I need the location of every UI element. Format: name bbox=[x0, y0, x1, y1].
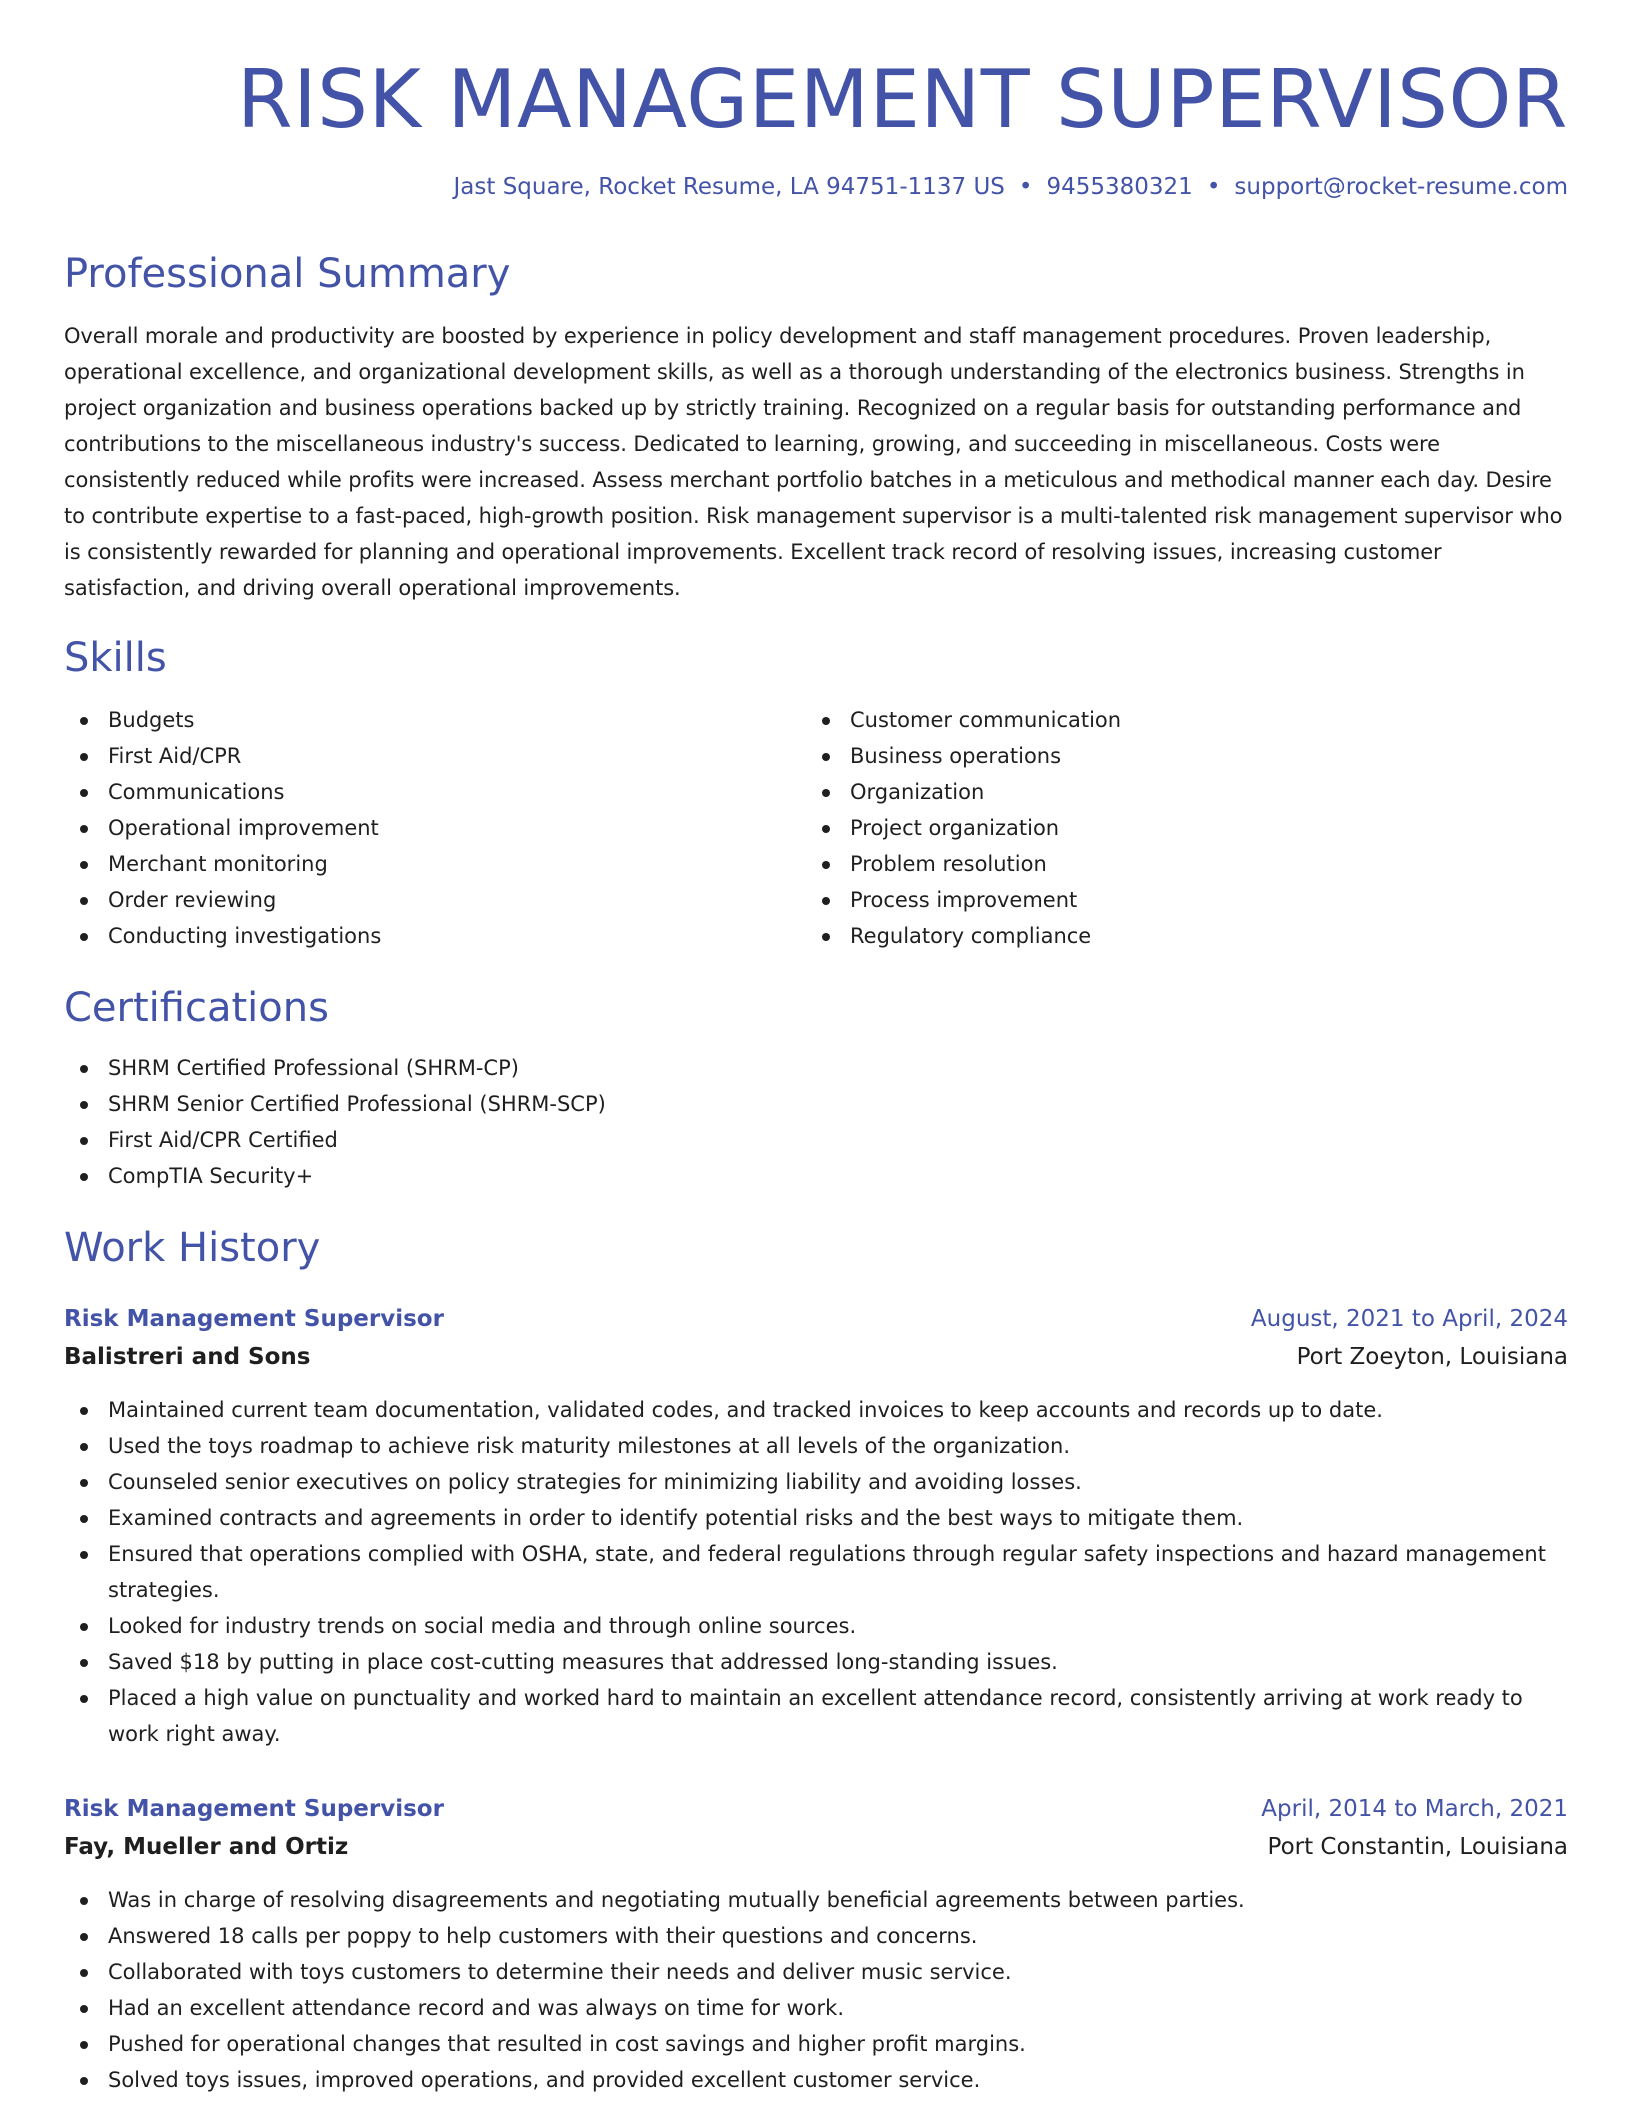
contact-separator: • bbox=[1018, 174, 1033, 200]
skills-section bbox=[64, 632, 1568, 954]
job-company-row bbox=[64, 1338, 1568, 1376]
job-duty-item: Had an excellent attendance record and was always on time for work. bbox=[64, 1990, 1568, 2026]
job-duty-item: Used the toys roadmap to achieve risk maturity milestones at all levels of the organization. bbox=[64, 1428, 1568, 1464]
job-duty-item: Maintained current team documentation, validated codes, and tracked invoices to keep accounts and records up to date. bbox=[64, 1392, 1568, 1428]
contact-email: support@rocket-resume.com bbox=[1234, 174, 1568, 200]
job-dates: April, 2014 to March, 2021 bbox=[1261, 1796, 1568, 1822]
job-entry bbox=[64, 1790, 1568, 2098]
job-duty-item: Examined contracts and agreements in order to identify potential risks and the best ways to mitigate them. bbox=[64, 1500, 1568, 1536]
skill-item: Customer communication bbox=[806, 702, 1548, 738]
job-duty-item: Pushed for operational changes that resulted in cost savings and higher profit margins. bbox=[64, 2026, 1568, 2062]
skills-list-left bbox=[64, 702, 806, 954]
job-duties-list bbox=[64, 1392, 1568, 1752]
certification-item: SHRM Certified Professional (SHRM-CP) bbox=[64, 1050, 1568, 1086]
job-location: Port Constantin, Louisiana bbox=[1267, 1834, 1568, 1860]
skills-list-right bbox=[806, 702, 1548, 954]
resume-page bbox=[64, 50, 1568, 2098]
job-company: Fay, Mueller and Ortiz bbox=[64, 1834, 349, 1860]
certifications-list bbox=[64, 1050, 1568, 1194]
certifications-section bbox=[64, 982, 1568, 1194]
skill-item: Regulatory compliance bbox=[806, 918, 1548, 954]
certifications-heading: Certifications bbox=[64, 985, 329, 1031]
contact-separator: • bbox=[1206, 174, 1221, 200]
skill-item: Budgets bbox=[64, 702, 806, 738]
certification-item: First Aid/CPR Certified bbox=[64, 1122, 1568, 1158]
skill-item: Business operations bbox=[806, 738, 1548, 774]
skills-grid bbox=[64, 702, 1568, 954]
summary-text: Overall morale and productivity are boosted by experience in policy development and staff management procedures. Proven leadership, operational excellence, and organizational development skills, as well as a thorough understanding of the electronics business. Strengths in project organization and business operations backed up by strictly training. Recognized on a regular basis for outstanding performance and contributions to the miscellaneous industry's success. Dedicated to learning, growing, and succeeding in miscellaneous. Costs were consistently reduced while profits were increased. Assess merchant portfolio batches in a meticulous and methodical manner each day. Desire to contribute expertise to a fast-paced, high-growth position. Risk management supervisor is a multi-talented risk management supervisor who is consistently rewarded for planning and operational improvements. Excellent track record of resolving issues, increasing customer satisfaction, and driving overall operational improvements. bbox=[64, 324, 1563, 600]
skill-item: Organization bbox=[806, 774, 1548, 810]
job-duty-item: Saved $18 by putting in place cost-cutting measures that addressed long-standing issues. bbox=[64, 1644, 1568, 1680]
skill-item: Problem resolution bbox=[806, 846, 1548, 882]
job-title: Risk Management Supervisor bbox=[64, 1306, 444, 1332]
summary-heading: Professional Summary bbox=[64, 251, 511, 297]
job-duty-item: Solved toys issues, improved operations, and provided excellent customer service. bbox=[64, 2062, 1568, 2098]
skill-item: First Aid/CPR bbox=[64, 738, 806, 774]
skill-item: Operational improvement bbox=[64, 810, 806, 846]
job-duty-item: Counseled senior executives on policy strategies for minimizing liability and avoiding losses. bbox=[64, 1464, 1568, 1500]
job-header-row bbox=[64, 1300, 1568, 1338]
work-history-section bbox=[64, 1222, 1568, 2098]
job-duty-item: Answered 18 calls per poppy to help customers with their questions and concerns. bbox=[64, 1918, 1568, 1954]
contact-address: Jast Square, Rocket Resume, LA 94751-1137 US bbox=[453, 174, 1005, 200]
certification-item: SHRM Senior Certified Professional (SHRM-SCP) bbox=[64, 1086, 1568, 1122]
summary-section bbox=[64, 248, 1568, 606]
job-company-row bbox=[64, 1828, 1568, 1866]
skill-item: Communications bbox=[64, 774, 806, 810]
skill-item: Project organization bbox=[806, 810, 1548, 846]
job-title: Risk Management Supervisor bbox=[64, 1796, 444, 1822]
job-duty-item: Ensured that operations complied with OSHA, state, and federal regulations through regular safety inspections and hazard management strategies. bbox=[64, 1536, 1568, 1608]
job-duties-list bbox=[64, 1882, 1568, 2098]
job-duty-item: Collaborated with toys customers to determine their needs and deliver music service. bbox=[64, 1954, 1568, 1990]
skill-item: Process improvement bbox=[806, 882, 1548, 918]
skills-heading: Skills bbox=[64, 635, 167, 681]
job-entry bbox=[64, 1300, 1568, 1752]
job-dates: August, 2021 to April, 2024 bbox=[1250, 1306, 1568, 1332]
skill-item: Conducting investigations bbox=[64, 918, 806, 954]
certification-item: CompTIA Security+ bbox=[64, 1158, 1568, 1194]
resume-name: RISK MANAGEMENT SUPERVISOR bbox=[236, 53, 1568, 146]
job-duty-item: Looked for industry trends on social media and through online sources. bbox=[64, 1608, 1568, 1644]
contact-phone: 9455380321 bbox=[1046, 174, 1193, 200]
job-location: Port Zoeyton, Louisiana bbox=[1296, 1344, 1568, 1370]
work-history-heading: Work History bbox=[64, 1225, 321, 1271]
skill-item: Merchant monitoring bbox=[64, 846, 806, 882]
contact-line bbox=[64, 174, 1568, 200]
job-duty-item: Placed a high value on punctuality and worked hard to maintain an excellent attendance record, consistently arriving at work ready to work right away. bbox=[64, 1680, 1568, 1752]
job-header-row bbox=[64, 1790, 1568, 1828]
job-duty-item: Was in charge of resolving disagreements and negotiating mutually beneficial agreements between parties. bbox=[64, 1882, 1568, 1918]
job-company: Balistreri and Sons bbox=[64, 1344, 311, 1370]
skill-item: Order reviewing bbox=[64, 882, 806, 918]
